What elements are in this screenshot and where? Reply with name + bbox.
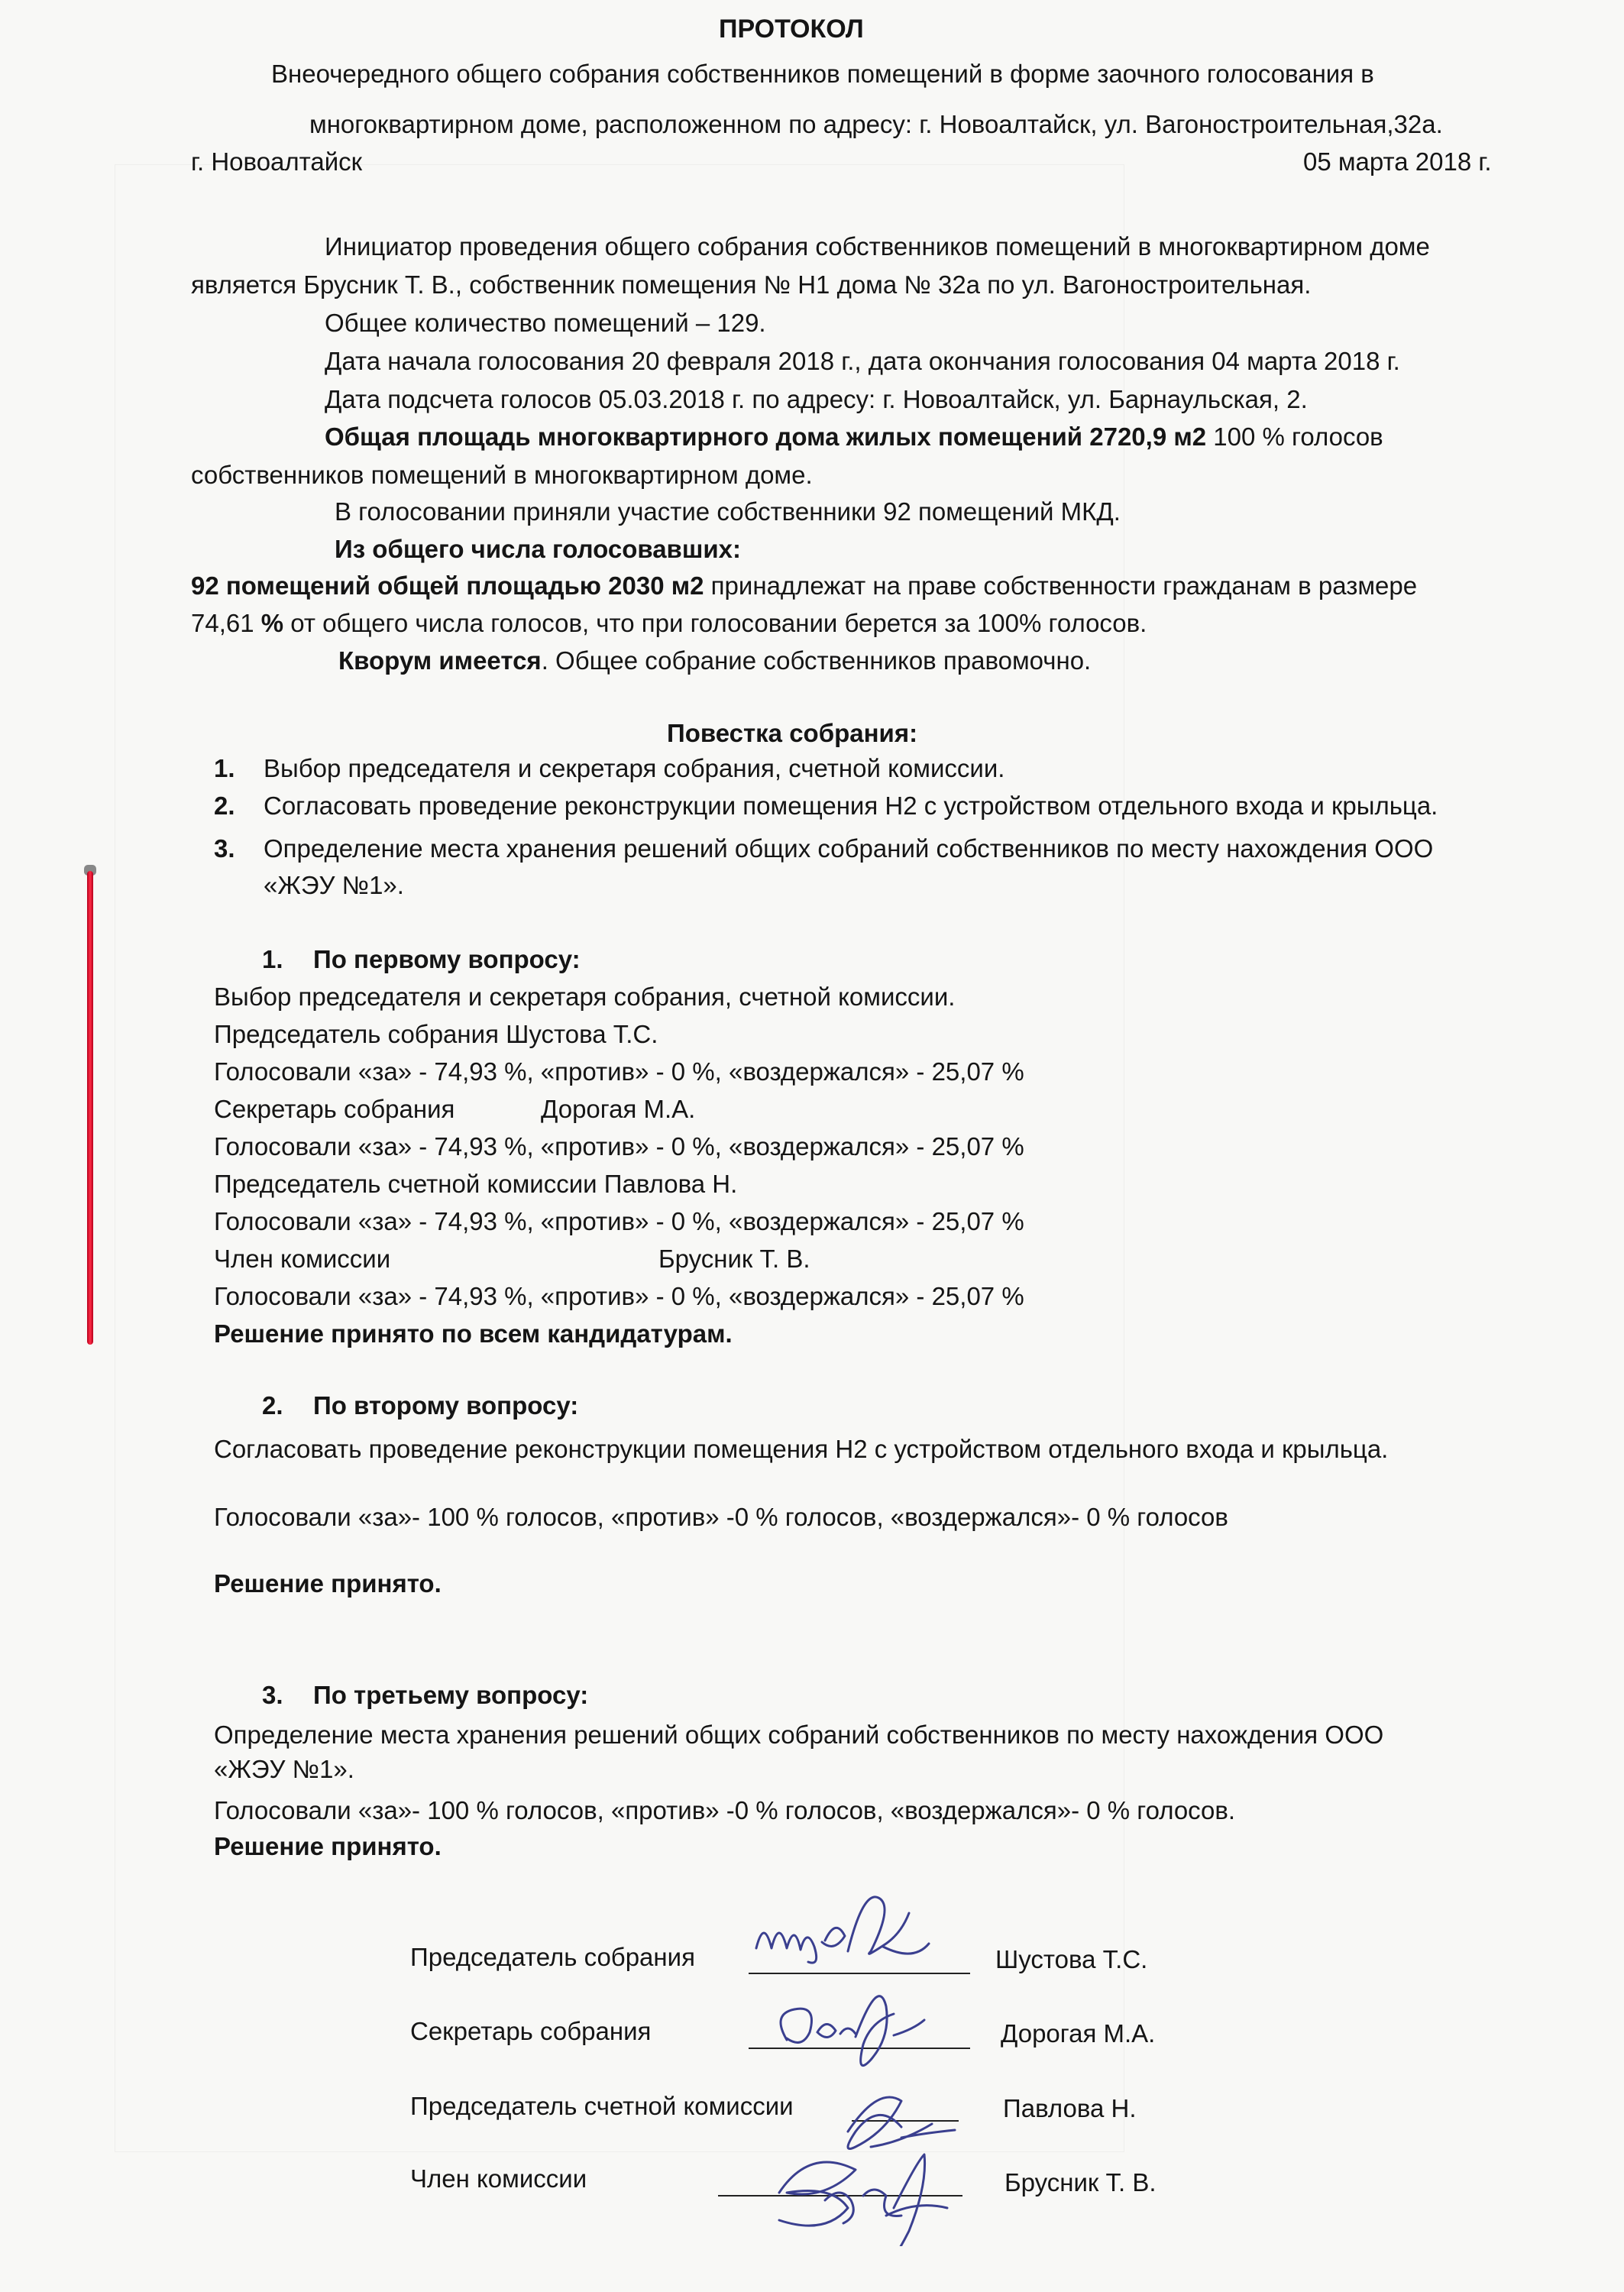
sig-name-secretary: Дорогая М.А.: [1001, 2019, 1156, 2048]
total-area-bold: Общая площадь многоквартирного дома жилых помещений 2720,9 м2: [325, 422, 1207, 451]
owned-rest: принадлежат на праве собственности гражданам в размере: [704, 571, 1418, 600]
agenda-item-3-cont: «ЖЭУ №1».: [264, 871, 404, 899]
q3-num: 3.: [262, 1681, 283, 1709]
quorum-bold: Кворум имеется: [338, 646, 542, 675]
q1-heading: По первому вопросу:: [313, 945, 581, 973]
q1-desc: Выбор председателя и секретаря собрания, счетной комиссии.: [214, 983, 956, 1011]
doc-date: 05 марта 2018 г.: [1303, 147, 1492, 176]
q3-votes: Голосовали «за»- 100 % голосов, «против» -0 % голосов, «воздержался»- 0 % голосов.: [214, 1796, 1236, 1824]
q1-votes-chair: Голосовали «за» - 74,93 %, «против» - 0 %, «воздержался» - 25,07 %: [214, 1057, 1024, 1086]
count-date: Дата подсчета голосов 05.03.2018 г. по адресу: г. Новоалтайск, ул. Барнаульская, 2.: [325, 385, 1308, 413]
voting-dates: Дата начала голосования 20 февраля 2018 г., дата окончания голосования 04 марта 2018 г.: [325, 347, 1400, 375]
agenda-item-1-num: 1.: [214, 754, 235, 782]
agenda-item-2: Согласовать проведение реконструкции помещения Н2 с устройством отдельного входа и крыльца.: [264, 792, 1438, 820]
q1-decision: Решение принято по всем кандидатурам.: [214, 1319, 733, 1348]
owned-line-2-rest: от общего числа голосов, что при голосовании берется за 100% голосов.: [283, 609, 1147, 637]
q1-votes-member: Голосовали «за» - 74,93 %, «против» - 0 %, «воздержался» - 25,07 %: [214, 1282, 1024, 1310]
doc-title: ПРОТОКОЛ: [719, 15, 864, 44]
total-area-line-2: собственников помещений в многоквартирном доме.: [191, 461, 813, 489]
quorum-rest: . Общее собрание собственников правомочно.: [541, 646, 1092, 675]
initiator-line-1: Инициатор проведения общего собрания собственников помещений в многоквартирном доме: [325, 232, 1430, 261]
agenda-item-2-num: 2.: [214, 792, 235, 820]
q2-heading: По второму вопросу:: [313, 1391, 579, 1420]
owned-percent-sign: %: [260, 609, 284, 637]
q1-secretary-role: Секретарь собрания: [214, 1095, 455, 1123]
sig-name-commission: Павлова Н.: [1003, 2094, 1137, 2122]
sig-role-secretary: Секретарь собрания: [410, 2017, 652, 2045]
initiator-line-2: является Брусник Т. В., собственник помещения № Н1 дома № 32а по ул. Вагоностроительная.: [191, 270, 1312, 299]
handwritten-signatures: [733, 1887, 993, 2246]
agenda-item-3-num: 3.: [214, 834, 235, 863]
q2-votes: Голосовали «за»- 100 % голосов, «против» -0 % голосов, «воздержался»- 0 % голосов: [214, 1503, 1228, 1531]
total-area-rest: 100 % голосов: [1206, 422, 1383, 451]
sig-name-chair: Шустова Т.С.: [995, 1945, 1148, 1973]
doc-city: г. Новоалтайск: [191, 147, 363, 176]
q2-num: 2.: [262, 1391, 283, 1420]
q1-secretary-name: Дорогая М.А.: [541, 1095, 696, 1123]
owned-line-2: [191, 608, 1147, 639]
doc-subtitle-1: Внеочередного общего собрания собственников помещений в форме заочного голосования в: [271, 60, 1374, 88]
owned-bold: 92 помещений общей площадью 2030 м2: [191, 571, 704, 600]
q3-desc-2: «ЖЭУ №1».: [214, 1755, 354, 1783]
q1-member-role: Член комиссии: [214, 1245, 391, 1273]
signature-commission: [848, 2097, 955, 2149]
signature-chair: [756, 1897, 929, 1963]
q1-commission-chair: Председатель счетной комиссии Павлова Н.: [214, 1170, 738, 1198]
owned-percent: 74,61: [191, 609, 261, 637]
agenda-item-1: Выбор председателя и секретаря собрания, счетной комиссии.: [264, 754, 1005, 782]
q2-desc: Согласовать проведение реконструкции помещения Н2 с устройством отдельного входа и крыльца.: [214, 1435, 1389, 1463]
sig-role-chair: Председатель собрания: [410, 1943, 695, 1971]
total-area: [325, 422, 1383, 452]
from-total-heading: Из общего числа голосовавших:: [335, 535, 741, 563]
rooms-count: Общее количество помещений – 129.: [325, 309, 766, 337]
q3-heading: По третьему вопросу:: [313, 1681, 589, 1709]
sig-role-commission: Председатель счетной комиссии: [410, 2092, 794, 2120]
participants: В голосовании приняли участие собственники 92 помещений МКД.: [335, 497, 1121, 526]
owned-line-1: [191, 571, 1417, 601]
sig-role-member: Член комиссии: [410, 2164, 587, 2193]
binding-thread: [87, 871, 93, 1345]
signature-member: [779, 2154, 947, 2246]
q3-desc-1: Определение места хранения решений общих собраний собственников по месту нахождения ООО: [214, 1721, 1384, 1749]
sig-name-member: Брусник Т. В.: [1004, 2168, 1157, 2196]
signature-secretary: [781, 1996, 924, 2066]
q2-decision: Решение принято.: [214, 1569, 442, 1598]
agenda-title: Повестка собрания:: [667, 719, 918, 747]
q1-num: 1.: [262, 945, 283, 973]
q1-votes-commission: Голосовали «за» - 74,93 %, «против» - 0 %, «воздержался» - 25,07 %: [214, 1207, 1024, 1235]
quorum-line: [338, 646, 1091, 676]
q1-member-name: Брусник Т. В.: [658, 1245, 810, 1273]
q1-chair: Председатель собрания Шустова Т.С.: [214, 1020, 658, 1048]
q1-votes-secretary: Голосовали «за» - 74,93 %, «против» - 0 %, «воздержался» - 25,07 %: [214, 1132, 1024, 1161]
agenda-item-3: Определение места хранения решений общих собраний собственников по месту нахождения ООО: [264, 834, 1434, 863]
q3-decision: Решение принято.: [214, 1832, 442, 1860]
doc-subtitle-2: многоквартирном доме, расположенном по адресу: г. Новоалтайск, ул. Вагоностроительная,32а.: [309, 110, 1443, 138]
